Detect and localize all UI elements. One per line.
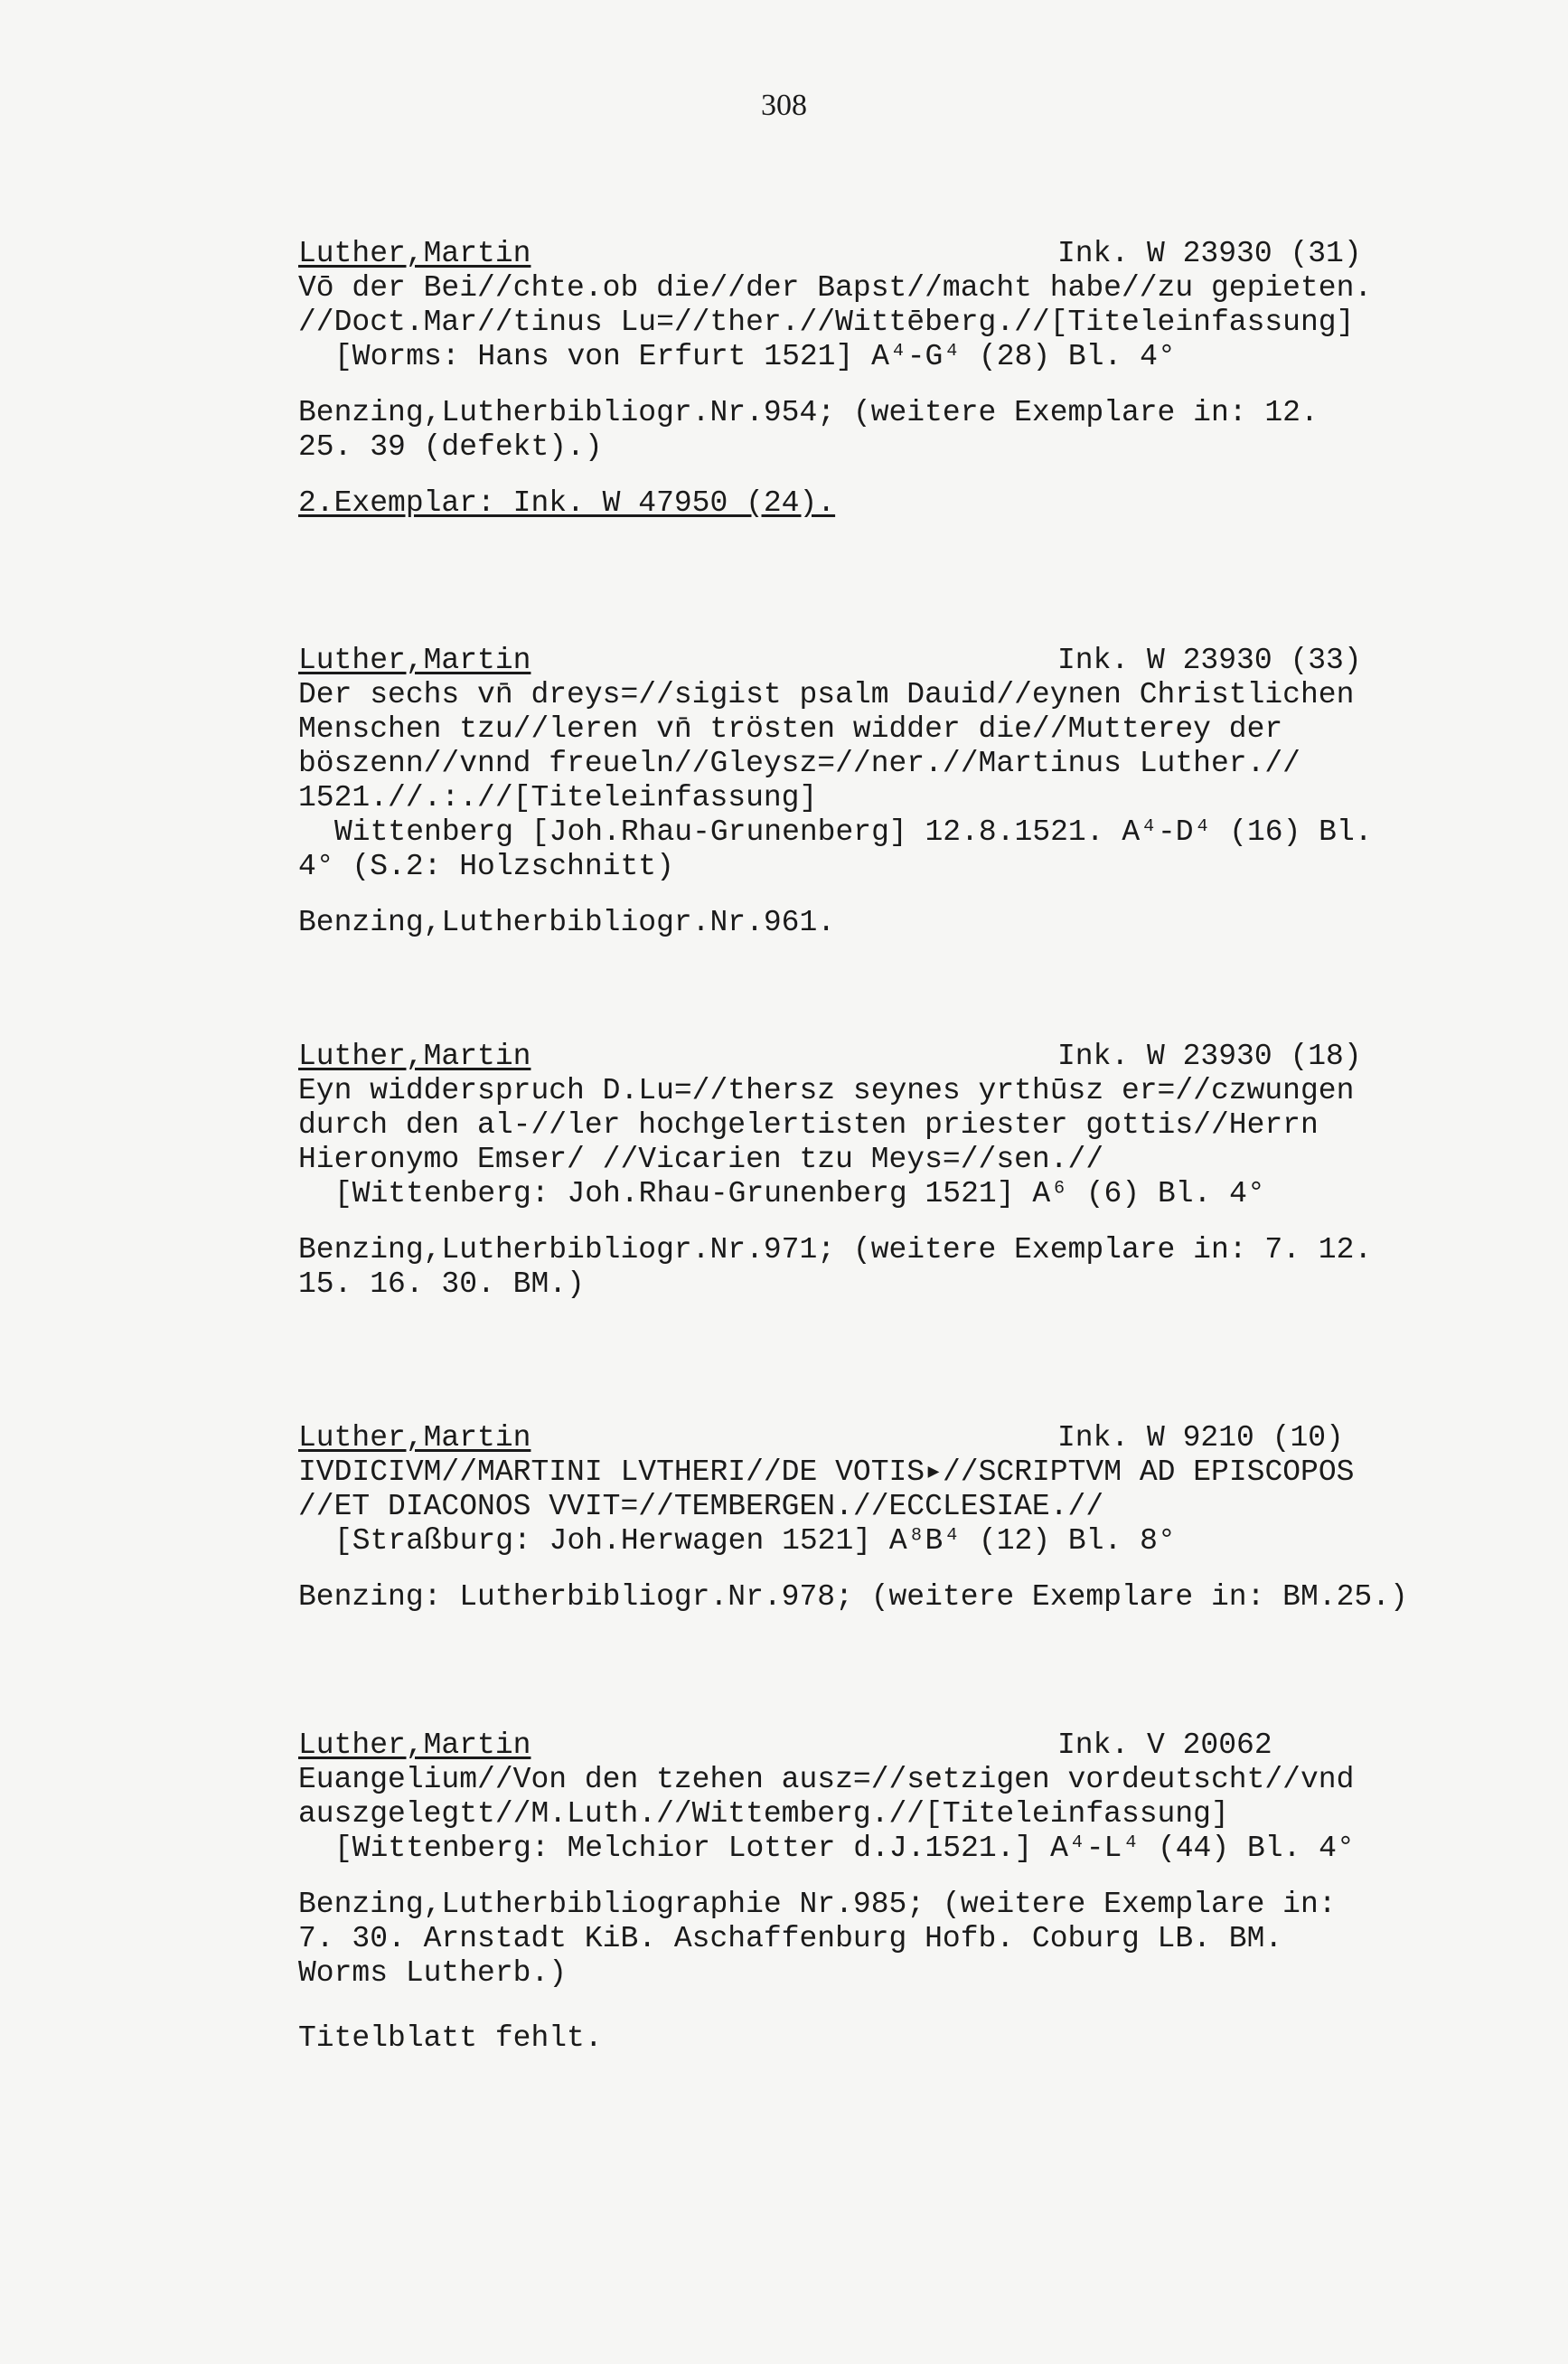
reference-line: Benzing,Lutherbibliogr.Nr.971; (weitere Exemplare in: 7. 12. — [298, 1233, 1373, 1267]
reference-line: Benzing,Lutherbibliogr.Nr.961. — [298, 906, 836, 939]
entry-author: Luther,Martin — [298, 1728, 531, 1762]
entry-author: Luther,Martin — [298, 644, 531, 677]
entry-shelfmark: Ink. W 9210 (10) — [1057, 1421, 1344, 1455]
catalog-entry — [298, 1728, 1491, 2056]
reference-line: Benzing: Lutherbibliogr.Nr.978; (weitere Exemplare in: BM.25.) — [298, 1580, 1408, 1614]
page-number: 308 — [761, 89, 807, 122]
catalog-entry — [298, 237, 1491, 521]
title-line: IVDICIVM//MARTINI LVTHERI//DE VOTIS▸//SCRIPTVM AD EPISCOPOS — [298, 1455, 1355, 1489]
title-line: Euangelium//Von den tzehen ausz=//setzigen vordeutscht//vnd — [298, 1763, 1355, 1796]
reference-line: 7. 30. Arnstadt KiB. Aschaffenburg Hofb. Coburg LB. BM. — [298, 1922, 1283, 1955]
entry-author: Luther,Martin — [298, 1040, 531, 1073]
title-line: Hieronymo Emser/ //Vicarien tzu Meys=//sen.// — [298, 1143, 1104, 1176]
imprint-line: [Wittenberg: Joh.Rhau-Grunenberg 1521] A⁶ (6) Bl. 4° — [334, 1177, 1265, 1210]
entry-shelfmark: Ink. W 23930 (33) — [1057, 644, 1362, 677]
title-line: böszenn//vnnd freueln//Gleysz=//ner.//Martinus Luther.// — [298, 747, 1300, 780]
title-line: 1521.//.:.//[Titeleinfassung] — [298, 781, 818, 815]
title-line: //ET DIACONOS VVIT=//TEMBERGEN.//ECCLESIAE.// — [298, 1490, 1104, 1523]
entry-shelfmark: Ink. W 23930 (31) — [1057, 237, 1362, 270]
title-line: //Doct.Mar//tinus Lu=//ther.//Wittēberg.//[Titeleinfassung] — [298, 306, 1355, 339]
reference-line: Benzing,Lutherbibliogr.Nr.954; (weitere Exemplare in: 12. — [298, 396, 1319, 429]
reference-line: 15. 16. 30. BM.) — [298, 1267, 585, 1301]
imprint-line: Wittenberg [Joh.Rhau-Grunenberg] 12.8.1521. A⁴-D⁴ (16) Bl. — [334, 815, 1373, 849]
title-line: durch den al-//ler hochgelertisten priester gottis//Herrn — [298, 1108, 1319, 1142]
imprint-line: 4° (S.2: Holzschnitt) — [298, 850, 674, 883]
catalog-entry — [298, 1040, 1491, 1302]
title-line: Der sechs vn̄ dreys=//sigist psalm Dauid//eynen Christlichen — [298, 678, 1355, 711]
entry-shelfmark: Ink. W 23930 (18) — [1057, 1040, 1362, 1073]
entry-author: Luther,Martin — [298, 237, 531, 270]
reference-line: Worms Lutherb.) — [298, 1956, 568, 1990]
catalog-entry — [298, 644, 1491, 940]
reference-line: 25. 39 (defekt).) — [298, 430, 603, 464]
catalog-entry — [298, 1421, 1491, 1615]
reference-line: Benzing,Lutherbibliographie Nr.985; (weitere Exemplare in: — [298, 1888, 1337, 1921]
imprint-line: [Straßburg: Joh.Herwagen 1521] A⁸B⁴ (12) Bl. 8° — [334, 1524, 1176, 1558]
imprint-line: [Wittenberg: Melchior Lotter d.J.1521.] A⁴-L⁴ (44) Bl. 4° — [334, 1832, 1355, 1865]
title-line: Menschen tzu//leren vn̄ trösten widder die//Mutterey der — [298, 712, 1283, 746]
copy-note: 2.Exemplar: Ink. W 47950 (24). — [298, 486, 836, 520]
title-line: Eyn widderspruch D.Lu=//thersz seynes yrthūsz er=//czwungen — [298, 1074, 1355, 1107]
entry-shelfmark: Ink. V 20062 — [1057, 1728, 1272, 1762]
title-line: auszgelegtt//M.Luth.//Wittemberg.//[Titeleinfassung] — [298, 1797, 1229, 1831]
imprint-line: [Worms: Hans von Erfurt 1521] A⁴-G⁴ (28) Bl. 4° — [334, 340, 1176, 373]
entry-note: Titelblatt fehlt. — [298, 2021, 603, 2055]
entry-author: Luther,Martin — [298, 1421, 531, 1455]
title-line: Vō der Bei//chte.ob die//der Bapst//macht habe//zu gepieten. — [298, 271, 1373, 305]
